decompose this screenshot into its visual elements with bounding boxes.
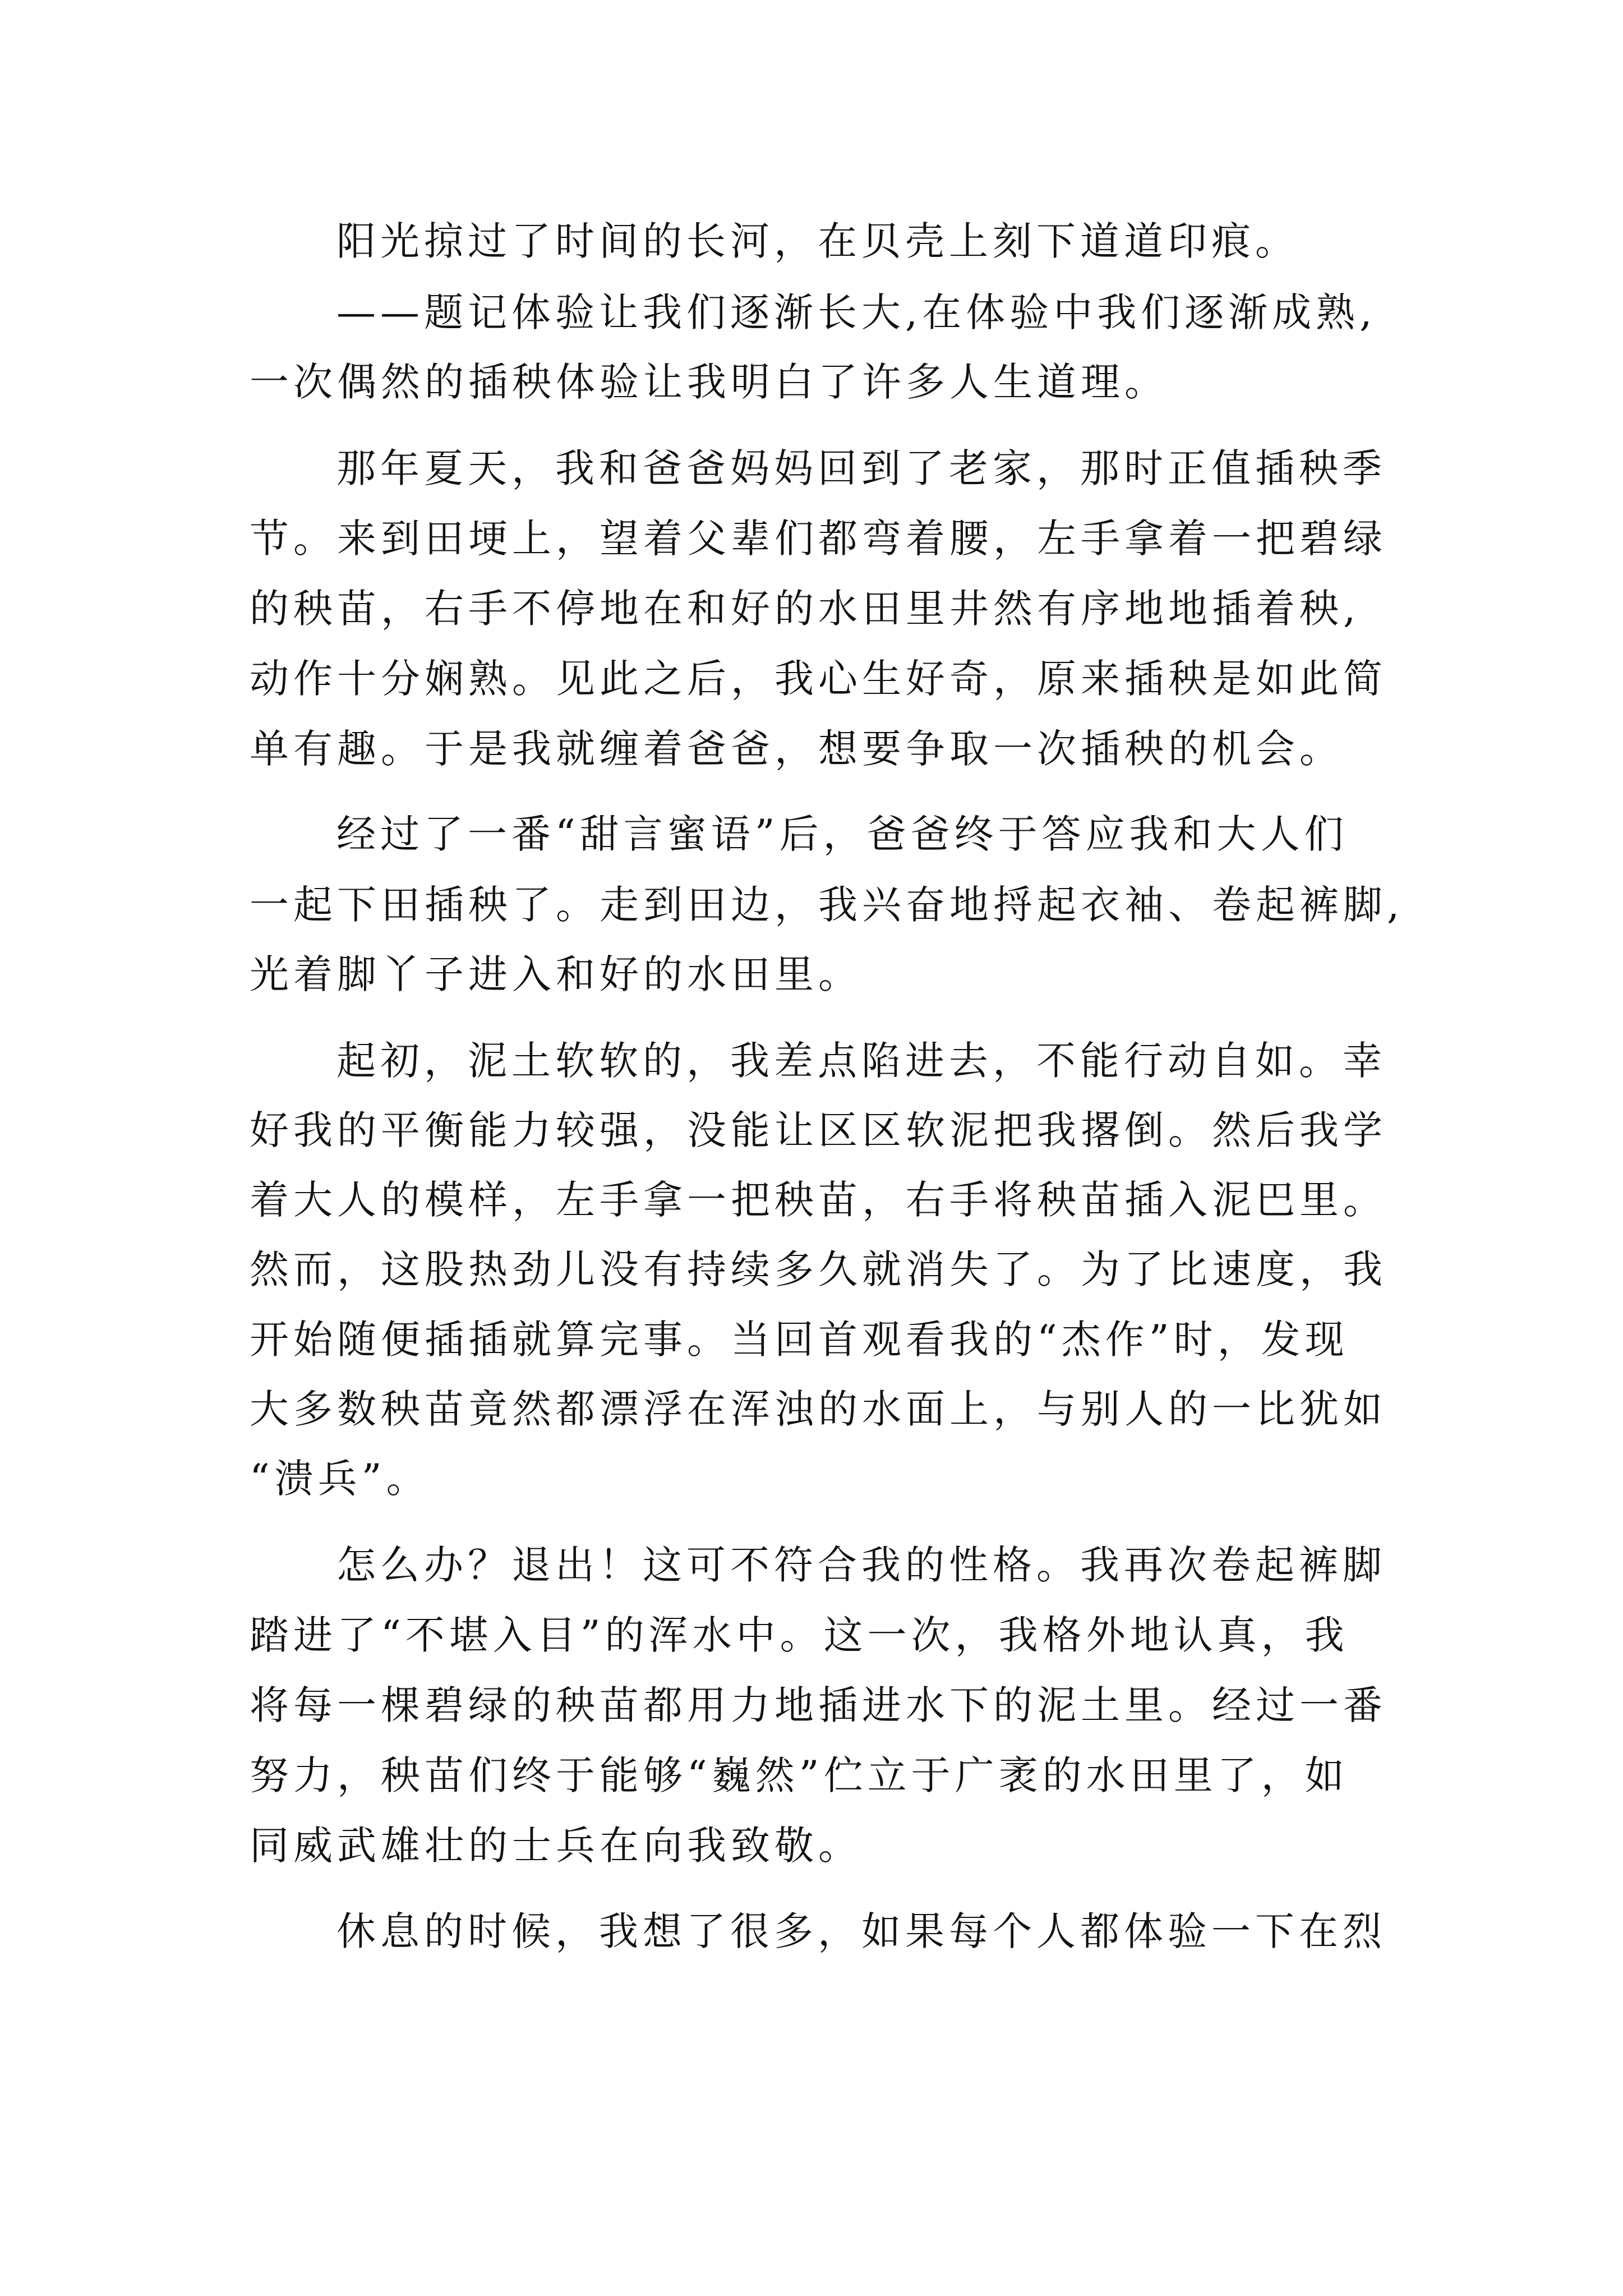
paragraph-line: 怎么办？退出！这可不符合我的性格。我再次卷起裤脚 — [336, 1542, 1386, 1588]
paragraph-line: ——题记体验让我们逐渐长大,在体验中我们逐渐成熟, — [336, 289, 1377, 335]
paragraph-line: “溃兵”。 — [250, 1456, 430, 1502]
paragraph-line: 着大人的模样，左手拿一把秧苗，右手将秧苗插入泥巴里。 — [250, 1177, 1387, 1223]
paragraph-line: 努力，秧苗们终于能够“巍然”伫立于广袤的水田里了，如 — [250, 1752, 1349, 1798]
paragraph-line: 将每一棵碧绿的秧苗都用力地插进水下的泥土里。经过一番 — [250, 1682, 1387, 1728]
paragraph-line: 光着脚丫子进入和好的水田里。 — [250, 951, 862, 997]
paragraph-line: 起初，泥土软软的，我差点陷进去，不能行动自如。幸 — [336, 1038, 1386, 1084]
paragraph-line: 一起下田插秧了。走到田边，我兴奋地捋起衣袖、卷起裤脚, — [250, 882, 1404, 928]
paragraph-line: 单有趣。于是我就缠着爸爸，想要争取一次插秧的机会。 — [250, 726, 1343, 772]
paragraph-line: 好我的平衡能力较强，没能让区区软泥把我撂倒。然后我学 — [250, 1107, 1387, 1153]
paragraph-line: 踏进了“不堪入目”的浑水中。这一次，我格外地认真，我 — [250, 1612, 1349, 1658]
paragraph-line: 大多数秧苗竟然都漂浮在浑浊的水面上，与别人的一比犹如 — [250, 1386, 1387, 1432]
paragraph-line: 然而，这股热劲儿没有持续多久就消失了。为了比速度，我 — [250, 1246, 1387, 1292]
paragraph-line: 节。来到田埂上，望着父辈们都弯着腰，左手拿着一把碧绿 — [250, 516, 1387, 562]
paragraph-line: 开始随便插插就算完事。当回首观看我的“杰作”时，发现 — [250, 1317, 1349, 1363]
paragraph-line: 一次偶然的插秧体验让我明白了许多人生道理。 — [250, 359, 1168, 405]
paragraph-line: 同威武雄壮的士兵在向我致敬。 — [250, 1823, 862, 1869]
paragraph-line: 阳光掠过了时间的长河，在贝壳上刻下道道印痕。 — [336, 218, 1299, 264]
paragraph-line: 动作十分娴熟。见此之后，我心生好奇，原来插秧是如此简 — [250, 656, 1387, 702]
paragraph-line: 经过了一番“甜言蜜语”后，爸爸终于答应我和大人们 — [336, 811, 1348, 857]
paragraph-line: 那年夏天，我和爸爸妈妈回到了老家，那时正值插秧季 — [336, 445, 1386, 491]
paragraph-line: 的秧苗，右手不停地在和好的水田里井然有序地地插着秧, — [250, 586, 1361, 632]
paragraph-line: 休息的时候，我想了很多，如果每个人都体验一下在烈 — [336, 1908, 1386, 1954]
